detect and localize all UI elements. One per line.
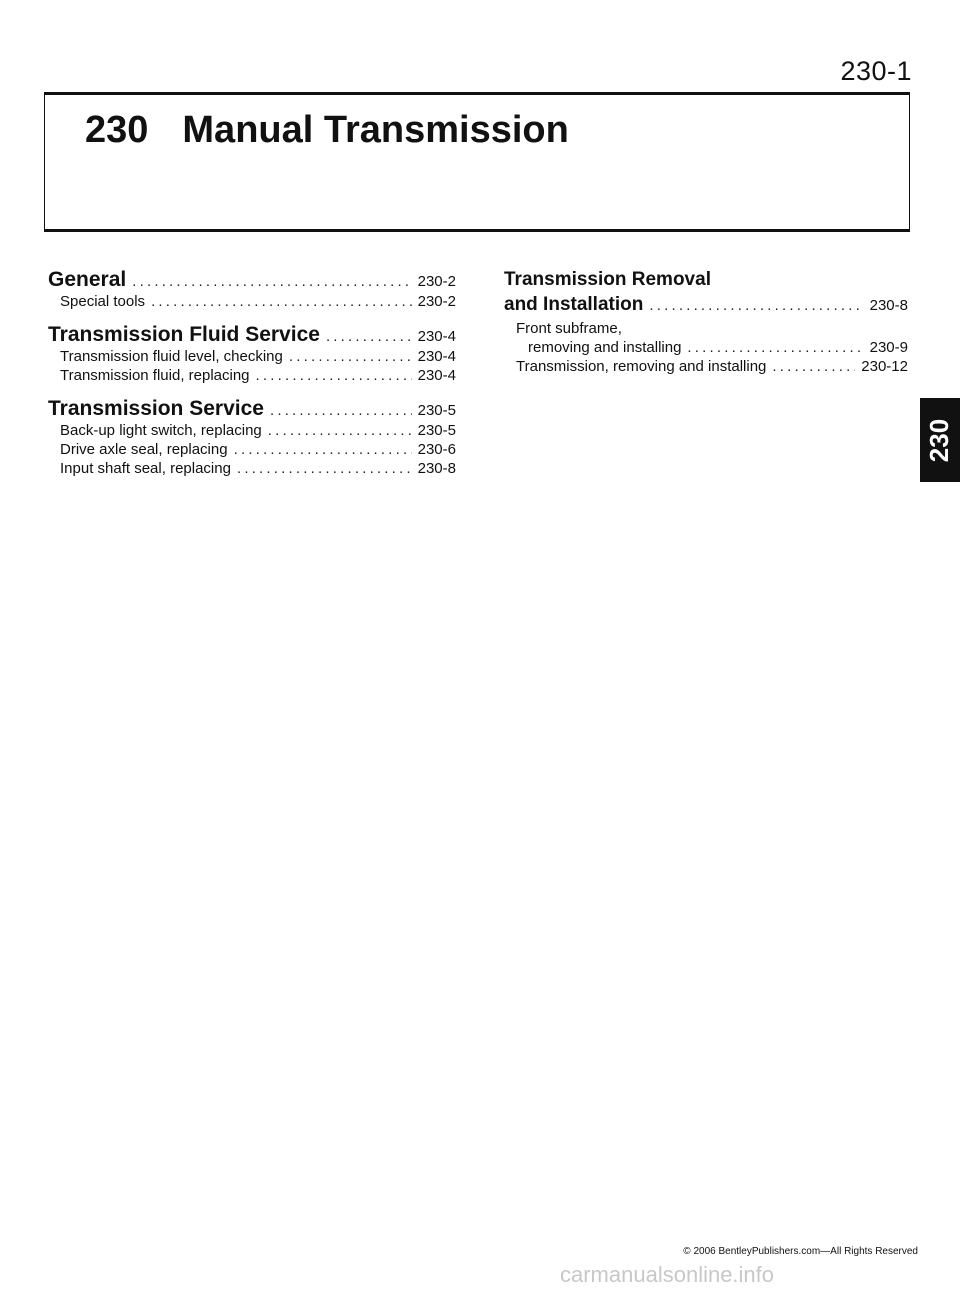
- page-number: 230-1: [840, 56, 912, 86]
- leader-dots: [132, 273, 411, 290]
- leader-dots: [234, 440, 412, 459]
- toc-item-transmission-removing[interactable]: Transmission, removing and installing ..... 230-12: [516, 357, 908, 376]
- chapter-name: Manual Transmission: [182, 109, 569, 151]
- toc-section-removal[interactable]: and Installation ..... 230-8: [504, 292, 908, 319]
- chapter-title: [85, 109, 569, 152]
- toc-section-general[interactable]: General ..... 230-2: [48, 268, 456, 292]
- toc-item-input-shaft-seal[interactable]: Input shaft seal, replacing ..... 230-8: [60, 459, 456, 478]
- leader-dots: [687, 338, 863, 357]
- copyright-footer: © 2006 BentleyPublishers.com—All Rights Reserved: [683, 1246, 918, 1257]
- toc-right-column: [504, 268, 908, 376]
- leader-dots: [289, 347, 412, 366]
- leader-dots: [649, 293, 863, 319]
- watermark: carmanualsonline.info: [560, 1262, 775, 1287]
- toc-item-fluid-level[interactable]: Transmission fluid level, checking ..... 230-4: [60, 347, 456, 366]
- leader-dots: [270, 402, 412, 419]
- toc-item-drive-axle-seal[interactable]: Drive axle seal, replacing ..... 230-6: [60, 440, 456, 459]
- leader-dots: [151, 292, 412, 311]
- toc-section-removal-line1[interactable]: Transmission Removal: [504, 269, 711, 290]
- toc-section-fluid-service[interactable]: Transmission Fluid Service ..... 230-4: [48, 323, 456, 347]
- leader-dots: [326, 328, 412, 345]
- chapter-number: 230: [85, 109, 149, 151]
- chapter-header: [44, 92, 910, 232]
- chapter-side-tab: [920, 398, 960, 482]
- leader-dots: [268, 421, 412, 440]
- toc-item-backup-light[interactable]: Back-up light switch, replacing ..... 230-5: [60, 421, 456, 440]
- leader-dots: [237, 459, 412, 478]
- toc-section-transmission-service[interactable]: Transmission Service ..... 230-5: [48, 397, 456, 421]
- leader-dots: [256, 366, 412, 385]
- toc-item-front-subframe[interactable]: removing and installing ..... 230-9: [528, 338, 908, 357]
- toc-item-fluid-replacing[interactable]: Transmission fluid, replacing ..... 230-4: [60, 366, 456, 385]
- side-tab-label: 230: [924, 418, 955, 462]
- toc-left-column: [48, 268, 456, 478]
- leader-dots: [772, 357, 855, 376]
- toc-item-front-subframe-line1[interactable]: Front subframe,: [516, 320, 622, 337]
- toc-item-special-tools[interactable]: Special tools ..... 230-2: [60, 292, 456, 311]
